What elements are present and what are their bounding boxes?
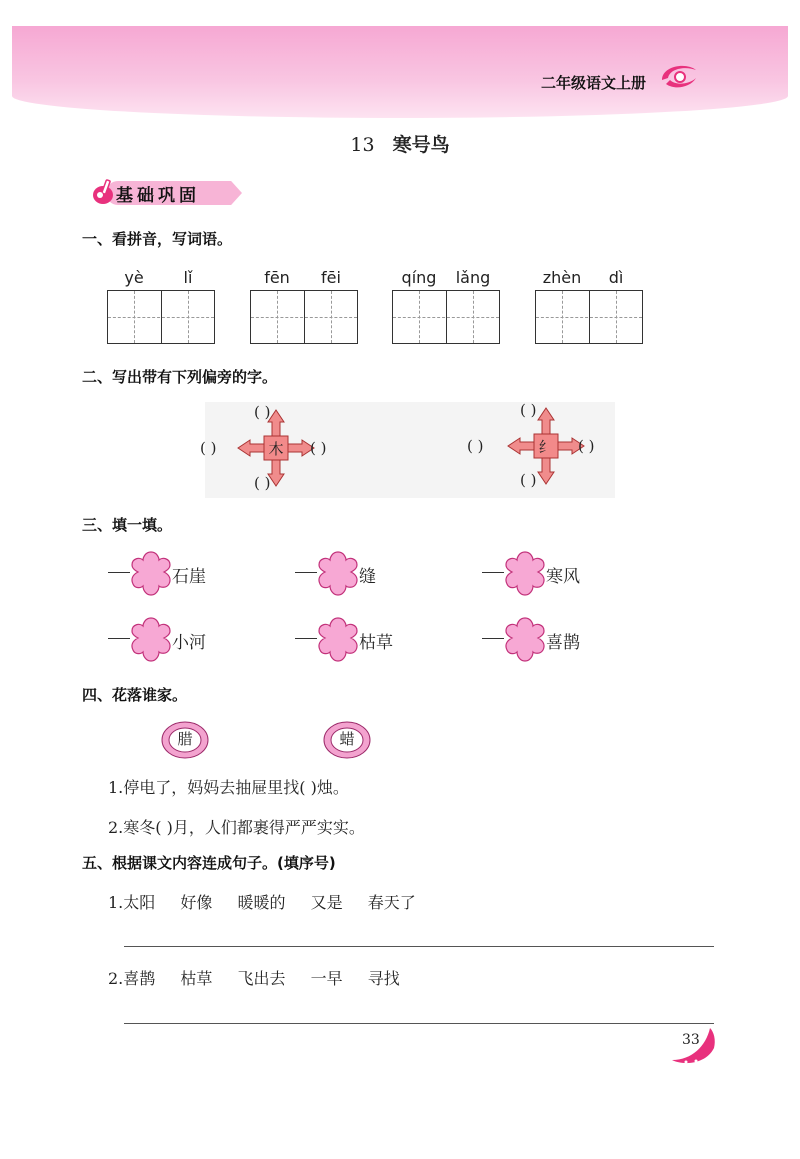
- answer-blank[interactable]: ( ): [254, 403, 271, 421]
- section-label: 基础巩固: [116, 186, 200, 206]
- fill-item: [108, 548, 218, 598]
- answer-blank[interactable]: ( ): [578, 437, 595, 455]
- choice-char: 腊: [177, 730, 193, 748]
- flower-blank[interactable]: [126, 614, 176, 664]
- scrambled-word: 2.喜鹊: [108, 969, 156, 988]
- pinyin-row: [250, 268, 358, 288]
- page-number-badge: [666, 1026, 718, 1066]
- fill-item: [482, 548, 592, 598]
- choice-char-flower: [160, 718, 210, 762]
- scrambled-word: 一早: [310, 969, 343, 988]
- answer-blank[interactable]: ( ): [310, 439, 327, 457]
- flower-blank[interactable]: [313, 614, 363, 664]
- scrambled-word: 1.太阳: [108, 893, 156, 912]
- word-row: [108, 966, 420, 989]
- pinyin-syllable: lǎng: [455, 268, 491, 287]
- writing-grid[interactable]: [107, 290, 215, 344]
- scrambled-word: 好像: [180, 893, 213, 912]
- pinyin-syllable: dì: [608, 268, 624, 287]
- fill-word: 石崖: [172, 567, 206, 587]
- book-title: 二年级语文上册: [540, 74, 646, 92]
- fill-sentence: 1.停电了，妈妈去抽屉里找( )烛。: [108, 778, 349, 797]
- answer-blank[interactable]: ( ): [467, 437, 484, 455]
- answer-blank[interactable]: ( ): [254, 474, 271, 492]
- choice-char: 蜡: [339, 730, 355, 748]
- flower-blank[interactable]: [126, 548, 176, 598]
- pinyin-syllable: lǐ: [183, 268, 193, 287]
- swirl-logo-icon: [656, 60, 700, 94]
- fill-sentence: 2.寒冬( )月，人们都裹得严严实实。: [108, 818, 365, 837]
- writing-grid[interactable]: [250, 290, 358, 344]
- hand-pencil-icon: [88, 177, 118, 207]
- scrambled-word: 枯草: [180, 969, 213, 988]
- pinyin-row: [392, 268, 500, 288]
- section-badge: [88, 179, 248, 207]
- pinyin-syllable: yè: [124, 268, 144, 287]
- scrambled-word: 春天了: [367, 893, 416, 912]
- pinyin-syllable: zhèn: [542, 268, 582, 287]
- fill-word: 寒风: [546, 567, 580, 587]
- flower-blank[interactable]: [500, 614, 550, 664]
- flower-blank[interactable]: [313, 548, 363, 598]
- q3-title: 三、填一填。: [82, 516, 173, 534]
- scrambled-word: 寻找: [367, 969, 400, 988]
- scrambled-word: 暖暖的: [237, 893, 286, 912]
- fill-item: [295, 548, 405, 598]
- lesson-title: [0, 130, 800, 157]
- fill-word: 缝: [359, 567, 376, 587]
- pinyin-syllable: fēn: [264, 268, 290, 287]
- choice-char-flower: [322, 718, 372, 762]
- scrambled-word: 飞出去: [237, 969, 286, 988]
- q2-title: 二、写出带有下列偏旁的字。: [82, 368, 278, 386]
- fill-item: [295, 614, 405, 664]
- lesson-name: 寒号鸟: [392, 134, 450, 156]
- fill-item: [482, 614, 592, 664]
- answer-blank[interactable]: ( ): [520, 471, 537, 489]
- answer-line[interactable]: [124, 1023, 714, 1024]
- flower-blank[interactable]: [500, 548, 550, 598]
- radical-char: 木: [268, 440, 284, 458]
- writing-grid[interactable]: [535, 290, 643, 344]
- word-row: [108, 890, 436, 913]
- fill-word: 小河: [172, 633, 206, 653]
- answer-blank[interactable]: ( ): [520, 401, 537, 419]
- answer-blank[interactable]: ( ): [200, 439, 217, 457]
- q5-title: 五、根据课文内容连成句子。(填序号): [82, 854, 336, 872]
- page-number: 33: [682, 1032, 700, 1048]
- lesson-number: 13: [350, 134, 375, 156]
- scrambled-word: 又是: [310, 893, 343, 912]
- pinyin-row: [107, 268, 215, 288]
- q4-title: 四、花落谁家。: [82, 686, 188, 704]
- writing-grid[interactable]: [392, 290, 500, 344]
- fill-word: 枯草: [359, 633, 393, 653]
- fill-item: [108, 614, 218, 664]
- answer-line[interactable]: [124, 946, 714, 947]
- fill-word: 喜鹊: [546, 633, 580, 653]
- pinyin-syllable: qíng: [401, 268, 437, 287]
- q1-title: 一、看拼音，写词语。: [82, 230, 233, 248]
- pinyin-syllable: fēi: [321, 268, 341, 287]
- pinyin-row: [535, 268, 643, 288]
- radical-char: 纟: [538, 438, 554, 456]
